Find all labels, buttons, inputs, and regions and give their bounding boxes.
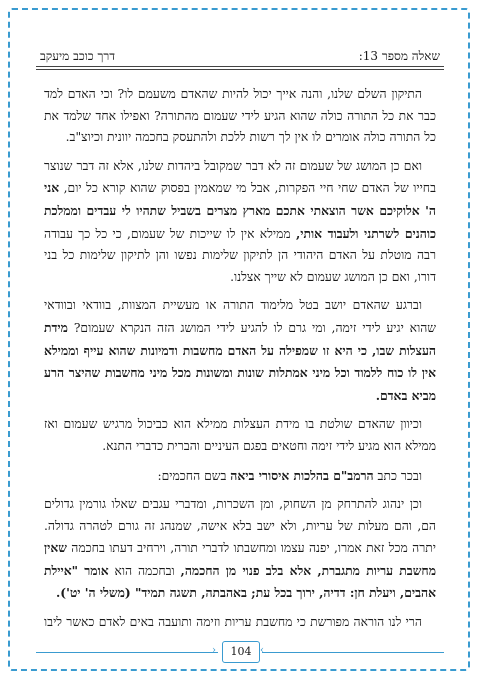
- footer-ornament-left-icon: ›: [212, 645, 216, 656]
- body-text: וכן ינהוג להתרחק מן השחוק, ומן השכרות, ומדברי עגבים שאלו גורמין גדולים הם, והם מעלות של עריות, ולא ישב בלא אישה, שמנהג זה גורם לטהרה גדולה. יתרה מכל זאת אמרו, יפנה עצמו ומחשבתו לדברי תורה, וירחיב דעתו בחכמה: [44, 497, 436, 556]
- body-paragraph: [44, 465, 436, 488]
- body-paragraph: [44, 612, 436, 633]
- page-footer: [0, 641, 480, 663]
- body-paragraph: [44, 494, 436, 605]
- footer-rule-right: [262, 652, 444, 653]
- body-text: ובכר כתב: [373, 468, 422, 483]
- header-rule: [36, 66, 444, 70]
- footer-rule-left: [36, 652, 218, 653]
- page-header: [40, 42, 440, 64]
- body-paragraph: [44, 295, 436, 407]
- footer-ornament-right-icon: ‹: [260, 645, 264, 656]
- body-text: וכיוון שהאדם שולטת בו מידת העצלות ממילא הוא כביכול מרגיש שעמום ואז ממילא הוא מגיע לידי זימה וחטאים בפגם העיניים והברית כדברי התנא.: [44, 417, 436, 453]
- bold-quote-text: אני ה' אלוקיכם אשר הוצאתי אתכם מארץ מצרים בשביל שתהיו לי עבדים וממלכת כוהנים לשרתני ולעבוד אותי,: [44, 180, 436, 241]
- bold-quote-text: שאין מחשבת עריות מתגברת, אלא בלב פנוי מן החכמה,: [44, 540, 436, 578]
- body-text: התיקון השלם שלנו, והנה אייך יכול להיות שהאדם משעמם לו? וכי האדם למד כבר את כל התורה כולה שהוא הגיע לידי שעמום מהתורה? ואפילו אחד שלמד את כל התורה כולה אומרים לו אין לך רשות ללכת ולהתעסק בחכמה יוונית וכיוצ"ב.: [44, 87, 436, 145]
- page-number: 104: [222, 641, 260, 663]
- body-paragraph: [44, 84, 436, 149]
- header-book-title: דרך כוכב מיעקב: [40, 49, 116, 63]
- bold-quote-text: הרמב"ם בהלכות איסורי ביאה: [230, 467, 374, 483]
- body-text: ממילא אין לו שייכות של שעמום, כי כל כך עבודה רבה מוטלת על האדם היהודי הן לתיקון שלימות נפשו והן לתיקון שלימות כל בני דורו, ואם כן המושג שעמום לא שייך אצלנו.: [44, 226, 436, 284]
- body-text: הרי לנו הוראה מפורשת כי מחשבת עריות וזימה ותועבה באים לאדם כאשר ליבו: [44, 615, 422, 630]
- body-text: וברגע שהאדם יושב בטל מלימוד התורה או מעשיית המצוות, בוודאי ובוודאי שהוא יגיע לידי זימה, ומי גרם לו להגיע לידי המושג הזה הנקרא שעמום?: [44, 298, 436, 335]
- body-paragraph: [44, 414, 436, 457]
- page-body: [44, 84, 436, 633]
- body-text: ואם כן המושג של שעמום זה לא דבר שמקובל ביהדות שלנו, אלא זה דבר שנוצר בחייו של האדם שחי חיי הפקרות, אבל מי שמאמין בפסוק שהוא קורא כל יום,: [44, 158, 436, 196]
- header-question-title: שאלה מספר 13:: [358, 49, 440, 63]
- body-text: ובחכמה הוא: [108, 563, 181, 578]
- body-paragraph: [44, 156, 436, 289]
- bold-quote-text: אומר "איילת אהבים, ויעלת חן: דדיה, ירוך בכל עת; באהבתה, תשגה תמיד" (משלי ה' יט').: [44, 562, 436, 601]
- bold-quote-text: מידת העצלות שבו, כי היא זו שמפילה על האדם מחשבות ודמיונות שהוא עייף וממילא אין לו כוח ללמוד וכל מיני אמתלות שונות ומשונות מכל מיני מחשבות שהיצר הרע מביא באדם.: [44, 319, 436, 403]
- body-text: בשם החכמים:: [157, 468, 231, 483]
